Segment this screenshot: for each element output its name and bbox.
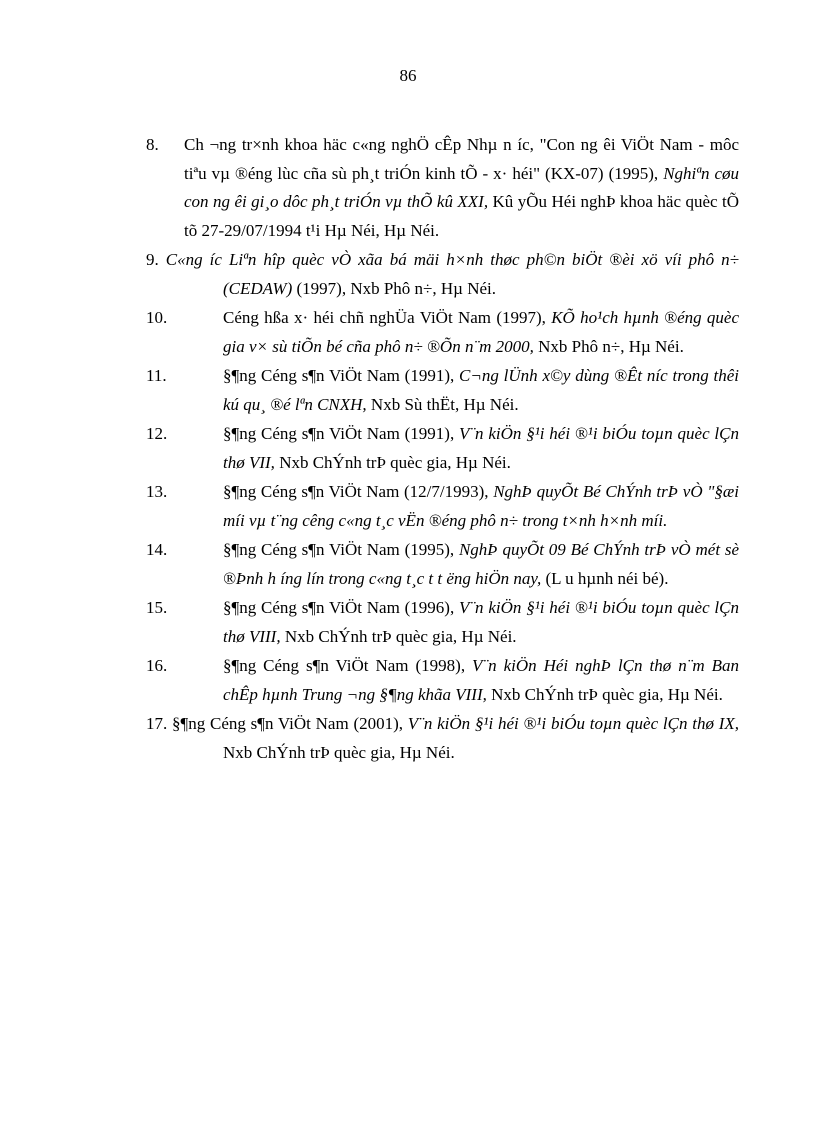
reference-title: V¨n kiÖn §¹i héi ®¹i biÓu toµn quèc lÇn thø IX,	[407, 714, 739, 733]
reference-segment: Nxb ChÝnh trÞ quèc gia, Hµ Néi.	[280, 626, 517, 646]
reference-segment: Nxb Phô n÷, Hµ Néi.	[533, 336, 684, 356]
reference-segment: §¶ng Céng s¶n ViÖt Nam (12/7/1993),	[223, 482, 494, 501]
reference-item	[146, 594, 739, 651]
reference-title: C«ng íc Liªn hîp quèc vÒ xãa bá mäi h×nh thøc ph©n biÖt ®èi xö víi phô n÷ (CEDAW)	[165, 250, 740, 298]
page-number: 86	[399, 66, 417, 85]
reference-item	[146, 478, 739, 535]
reference-title: NghÞ quyÕt 09 Bé ChÝnh trÞ vÒ mét sè ®Þnh h íng lín trong c«ng t¸c t t ëng hiÖn nay,	[223, 540, 739, 588]
reference-segment: §¶ng Céng s¶n ViÖt Nam (2001),	[172, 714, 408, 733]
reference-item	[146, 420, 739, 477]
reference-segment: §¶ng Céng s¶n ViÖt Nam (1991),	[223, 424, 459, 443]
reference-segment: Céng hßa x· héi chñ nghÜa ViÖt Nam (1997),	[223, 308, 552, 327]
reference-list	[146, 131, 739, 768]
reference-item	[146, 536, 739, 593]
reference-segment: Nxb ChÝnh trÞ quèc gia, Hµ Néi.	[486, 684, 723, 704]
reference-number: 15.	[146, 598, 168, 617]
reference-segment: Nxb Sù thËt, Hµ Néi.	[366, 394, 519, 414]
reference-item	[146, 710, 739, 767]
reference-title: C¬ng lÜnh x©y dùng ®Êt níc trong thêi kú qu¸ ®é lªn CNXH,	[223, 366, 740, 414]
reference-segment: Nxb ChÝnh trÞ quèc gia, Hµ Néi.	[274, 452, 511, 472]
reference-title: V¨n kiÖn Héi nghÞ lÇn thø n¨m Ban chÊp hµnh Trung ¬ng §¶ng khãa VIII,	[223, 656, 739, 704]
reference-segment: Kû yÕu Héi nghÞ khoa häc quèc tÕ tõ 27-29/07/1994 t¹i Hµ Néi, Hµ Néi.	[184, 192, 739, 240]
reference-number: 10.	[146, 308, 168, 327]
reference-number: 16.	[146, 656, 168, 675]
reference-title: V¨n kiÖn §¹i héi ®¹i biÓu toµn quèc lÇn thø VIII,	[223, 598, 739, 646]
reference-number: 13.	[146, 482, 168, 501]
reference-number: 12.	[146, 424, 168, 443]
reference-title: NghÞ quyÕt Bé ChÝnh trÞ vÒ "§æi míi vµ t¨ng cêng c«ng t¸c vËn ®éng phô n÷ trong t×nh h×nh míi.	[223, 482, 739, 530]
reference-segment: §¶ng Céng s¶n ViÖt Nam (1991),	[223, 366, 460, 385]
reference-segment: (L u hµnh néi bé).	[541, 568, 669, 588]
reference-item	[146, 131, 739, 245]
reference-number: 8.	[146, 135, 159, 154]
reference-item	[146, 246, 739, 303]
reference-title: V¨n kiÖn §¹i héi ®¹i biÓu toµn quèc lÇn thø VII,	[223, 424, 739, 472]
reference-item	[146, 362, 739, 419]
reference-number: 17.	[146, 714, 168, 733]
reference-segment: §¶ng Céng s¶n ViÖt Nam (1998),	[223, 656, 473, 675]
reference-segment: (1997), Nxb Phô n÷, Hµ Néi.	[292, 278, 497, 298]
reference-number: 9.	[146, 250, 159, 269]
reference-title: Nghiªn cøu con ng êi gi¸o dôc ph¸t triÓn vµ thÕ kû XXI,	[184, 163, 739, 211]
reference-segment: §¶ng Céng s¶n ViÖt Nam (1996),	[223, 598, 459, 617]
reference-title: KÕ ho¹ch hµnh ®éng quèc gia v× sù tiÕn bé cña phô n÷ ®Õn n¨m 2000,	[223, 308, 739, 356]
reference-item	[146, 652, 739, 709]
reference-segment: §¶ng Céng s¶n ViÖt Nam (1995),	[223, 540, 459, 559]
reference-number: 11.	[146, 366, 167, 385]
reference-number: 14.	[146, 540, 168, 559]
reference-segment: Ch ¬ng tr×nh khoa häc c«ng nghÖ cÊp Nhµ n íc, "Con ng êi ViÖt Nam - môc tiªu vµ ®éng lùc cña sù ph¸t triÓn kinh tÕ - x· héi" (KX-07) (1995),	[184, 135, 739, 183]
reference-item	[146, 304, 739, 361]
reference-text	[184, 131, 739, 245]
reference-segment: Nxb ChÝnh trÞ quèc gia, Hµ Néi.	[223, 742, 455, 762]
